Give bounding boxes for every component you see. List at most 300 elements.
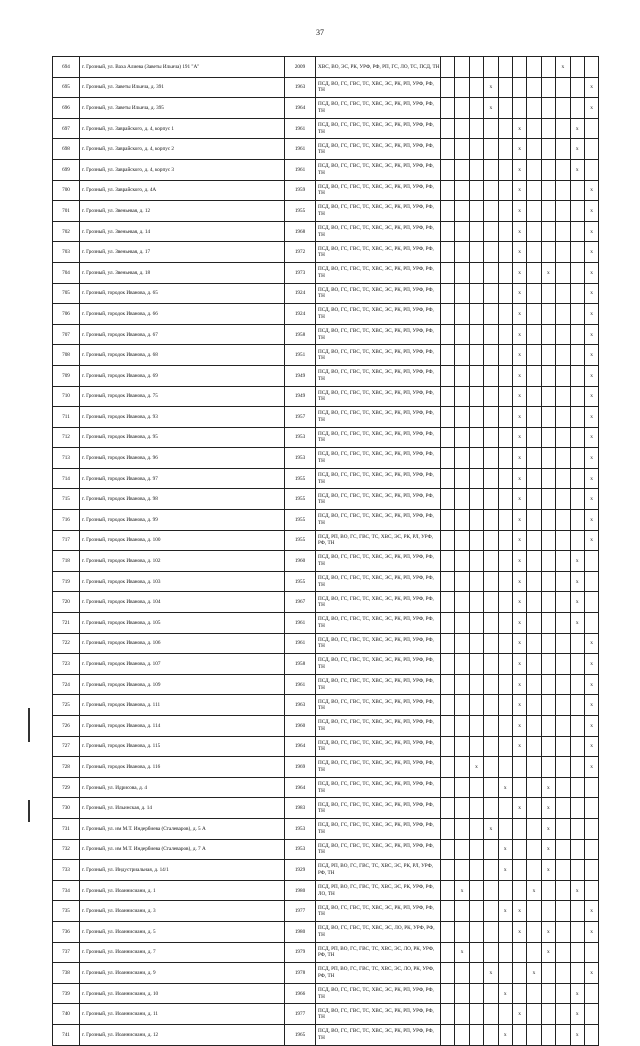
address-cell: г. Грозный, городок Иванова, д. 66 (80, 304, 285, 325)
mark-cell (484, 777, 498, 798)
table-row (53, 98, 599, 119)
mark-cell-checked: x (512, 736, 526, 757)
mark-cell (469, 365, 483, 386)
works-list-cell: ПСД, ВО, ГС, ГВС, ТС, ХВС, ЭС, РК, РП, УРФ, РФ, ТН (316, 159, 441, 180)
row-number-cell: 715 (53, 489, 80, 510)
mark-cell (527, 654, 541, 675)
mark-cell (527, 283, 541, 304)
mark-cell (512, 757, 526, 778)
mark-cell (484, 921, 498, 942)
row-number-cell: 726 (53, 716, 80, 737)
row-number-cell: 703 (53, 242, 80, 263)
mark-cell (469, 633, 483, 654)
mark-cell (469, 1004, 483, 1025)
mark-cell (527, 98, 541, 119)
mark-cell (556, 942, 570, 963)
mark-cell (556, 860, 570, 881)
mark-cell (570, 839, 584, 860)
works-list-cell: ПСД, ВО, ГС, ГВС, ТС, ХВС, ЭС, РК, РП, УРФ, РФ, ТН (316, 1024, 441, 1045)
mark-cell-checked: x (541, 777, 555, 798)
mark-cell-checked: x (512, 262, 526, 283)
mark-cell (455, 139, 469, 160)
row-number-cell: 732 (53, 839, 80, 860)
mark-cell-checked: x (512, 201, 526, 222)
mark-cell (570, 818, 584, 839)
mark-cell (527, 674, 541, 695)
table-row (53, 386, 599, 407)
mark-cell (441, 283, 455, 304)
table-row (53, 880, 599, 901)
mark-cell (484, 736, 498, 757)
mark-cell (541, 633, 555, 654)
address-cell: г. Грозный, городок Иванова, д. 100 (80, 530, 285, 551)
mark-cell (455, 963, 469, 984)
row-number-cell: 740 (53, 1004, 80, 1025)
mark-cell (498, 695, 512, 716)
mark-cell (541, 365, 555, 386)
address-cell: г. Грозный, ул. Заветы Ильича, д. 391 (80, 77, 285, 98)
mark-cell-checked: x (484, 98, 498, 119)
address-cell: г. Грозный, ул. Заврайского, д. 4, корпус 2 (80, 139, 285, 160)
mark-cell (512, 1024, 526, 1045)
table-row (53, 921, 599, 942)
mark-cell (469, 262, 483, 283)
works-list-cell: ПСД, ВО, ГС, ГВС, ТС, ХВС, ЭС, РК, РП, УРФ, РФ, ТН (316, 633, 441, 654)
mark-cell (556, 468, 570, 489)
mark-cell (498, 963, 512, 984)
year-cell: 1963 (285, 77, 316, 98)
mark-cell (541, 57, 555, 78)
mark-cell (584, 942, 598, 963)
mark-cell (455, 365, 469, 386)
mark-cell (441, 839, 455, 860)
mark-cell (556, 654, 570, 675)
table-row (53, 963, 599, 984)
row-number-cell: 723 (53, 654, 80, 675)
mark-cell (498, 818, 512, 839)
mark-cell (441, 345, 455, 366)
works-list-cell: ПСД, ВО, ГС, ГВС, ТС, ХВС, ЭС, РК, РП, УРФ, РФ, ТН (316, 901, 441, 922)
mark-cell-checked: x (484, 818, 498, 839)
year-cell: 1983 (285, 798, 316, 819)
mark-cell (469, 386, 483, 407)
year-cell: 1960 (285, 716, 316, 737)
mark-cell (541, 880, 555, 901)
mark-cell (556, 407, 570, 428)
mark-cell (541, 407, 555, 428)
mark-cell (455, 180, 469, 201)
mark-cell-checked: x (570, 551, 584, 572)
mark-cell (541, 757, 555, 778)
table-row (53, 489, 599, 510)
table-row (53, 221, 599, 242)
mark-cell (455, 654, 469, 675)
mark-cell (570, 324, 584, 345)
mark-cell (556, 139, 570, 160)
mark-cell-checked: x (512, 551, 526, 572)
mark-cell (584, 880, 598, 901)
table-row (53, 77, 599, 98)
mark-cell (498, 57, 512, 78)
mark-cell (541, 1004, 555, 1025)
mark-cell-checked: x (512, 159, 526, 180)
mark-cell (484, 242, 498, 263)
mark-cell (541, 510, 555, 531)
mark-cell (556, 839, 570, 860)
mark-cell-checked: x (498, 983, 512, 1004)
mark-cell (469, 963, 483, 984)
mark-cell (484, 901, 498, 922)
mark-cell (469, 983, 483, 1004)
mark-cell (469, 1024, 483, 1045)
works-list-cell: ПСД, ВО, ГС, ГВС, ТС, ХВС, ЭС, РК, РП, УРФ, РФ, ТН (316, 407, 441, 428)
address-cell: г. Грозный, ул. Иоаннисиани, д. 7 (80, 942, 285, 963)
mark-cell (441, 901, 455, 922)
address-cell: г. Грозный, городок Иванова, д. 95 (80, 427, 285, 448)
mark-cell (441, 262, 455, 283)
mark-cell (584, 777, 598, 798)
mark-cell (556, 633, 570, 654)
mark-cell (527, 695, 541, 716)
address-cell: г. Грозный, городок Иванова, д. 106 (80, 633, 285, 654)
mark-cell (455, 345, 469, 366)
row-number-cell: 705 (53, 283, 80, 304)
mark-cell-checked: x (584, 304, 598, 325)
mark-cell (469, 448, 483, 469)
mark-cell (556, 592, 570, 613)
address-cell: г. Грозный, городок Иванова, д. 109 (80, 674, 285, 695)
mark-cell (469, 510, 483, 531)
mark-cell (484, 345, 498, 366)
mark-cell (469, 530, 483, 551)
mark-cell-checked: x (570, 118, 584, 139)
mark-cell (527, 159, 541, 180)
mark-cell (469, 77, 483, 98)
mark-cell (527, 77, 541, 98)
mark-cell (469, 468, 483, 489)
mark-cell (570, 921, 584, 942)
mark-cell (570, 345, 584, 366)
mark-cell (498, 324, 512, 345)
mark-cell-checked: x (512, 654, 526, 675)
mark-cell-checked: x (512, 221, 526, 242)
row-number-cell: 722 (53, 633, 80, 654)
mark-cell-checked: x (512, 716, 526, 737)
row-number-cell: 706 (53, 304, 80, 325)
mark-cell (541, 77, 555, 98)
row-number-cell: 725 (53, 695, 80, 716)
mark-cell (570, 242, 584, 263)
mark-cell (469, 901, 483, 922)
mark-cell (498, 757, 512, 778)
mark-cell-checked: x (469, 757, 483, 778)
year-cell: 1957 (285, 407, 316, 428)
mark-cell (570, 736, 584, 757)
row-number-cell: 697 (53, 118, 80, 139)
year-cell: 1951 (285, 345, 316, 366)
mark-cell (570, 98, 584, 119)
mark-cell (484, 139, 498, 160)
mark-cell (455, 118, 469, 139)
mark-cell-checked: x (484, 77, 498, 98)
row-number-cell: 709 (53, 365, 80, 386)
mark-cell (556, 798, 570, 819)
mark-cell-checked: x (527, 880, 541, 901)
mark-cell (527, 201, 541, 222)
works-list-cell: ПСД, ВО, ГС, ГВС, ТС, ХВС, ЭС, РК, РП, УРФ, РФ, ТН (316, 757, 441, 778)
mark-cell (441, 365, 455, 386)
mark-cell-checked: x (498, 860, 512, 881)
mark-cell (556, 1024, 570, 1045)
mark-cell (541, 324, 555, 345)
table-row (53, 139, 599, 160)
year-cell: 1969 (285, 757, 316, 778)
address-cell: г. Грозный, ул. Иоаннисиани, д. 9 (80, 963, 285, 984)
mark-cell (441, 880, 455, 901)
mark-cell (441, 695, 455, 716)
mark-cell (541, 571, 555, 592)
mark-cell-checked: x (584, 365, 598, 386)
mark-cell (455, 304, 469, 325)
mark-cell (484, 57, 498, 78)
mark-cell (527, 427, 541, 448)
mark-cell-checked: x (584, 716, 598, 737)
year-cell: 1979 (285, 942, 316, 963)
row-number-cell: 738 (53, 963, 80, 984)
mark-cell (498, 201, 512, 222)
mark-cell (527, 942, 541, 963)
mark-cell (455, 983, 469, 1004)
mark-cell (441, 324, 455, 345)
margin-line-lower (28, 800, 30, 822)
address-cell: г. Грозный, ул. им М.Т. Индербиева (Сталеваров), д. 5 А (80, 818, 285, 839)
address-cell: г. Грозный, ул. Звеньевая, д. 14 (80, 221, 285, 242)
mark-cell-checked: x (584, 221, 598, 242)
address-cell: г. Грозный, городок Иванова, д. 67 (80, 324, 285, 345)
mark-cell-checked: x (541, 839, 555, 860)
mark-cell (441, 118, 455, 139)
mark-cell (498, 386, 512, 407)
mark-cell (441, 448, 455, 469)
table-row (53, 1004, 599, 1025)
works-list-cell: ПСД, РП, ВО, ГС, ГВС, ТС, ХВС, ЭС, РК, УРФ, РФ, ЛО, ТН (316, 880, 441, 901)
works-list-cell: ПСД, ВО, ГС, ГВС, ТС, ХВС, ЭС, РК, РП, УРФ, РФ, ТН (316, 448, 441, 469)
mark-cell-checked: x (584, 530, 598, 551)
mark-cell (570, 757, 584, 778)
mark-cell (469, 839, 483, 860)
mark-cell (570, 386, 584, 407)
mark-cell (556, 674, 570, 695)
mark-cell (469, 654, 483, 675)
mark-cell (556, 324, 570, 345)
works-list-cell: ПСД, ВО, ГС, ГВС, ТС, ХВС, ЭС, РК, РП, УРФ, РФ, ТН (316, 304, 441, 325)
works-list-cell: ПСД, ВО, ГС, ГВС, ТС, ХВС, ЭС, РК, РП, УРФ, РФ, ТН (316, 365, 441, 386)
works-list-cell: ПСД, ВО, ГС, ГВС, ТС, ХВС, ЭС, РК, РП, УРФ, РФ, ТН (316, 221, 441, 242)
works-list-cell: ПСД, ВО, ГС, ГВС, ТС, ХВС, ЭС, РК, РП, УРФ, РФ, ТН (316, 613, 441, 634)
mark-cell (541, 242, 555, 263)
mark-cell (455, 468, 469, 489)
works-list-cell: ПСД, ВО, ГС, ГВС, ТС, ХВС, ЭС, РК, РП, УРФ, РФ, ТН (316, 324, 441, 345)
mark-cell (498, 613, 512, 634)
year-cell: 1980 (285, 880, 316, 901)
table-row (53, 818, 599, 839)
address-cell: г. Грозный, ул. им М.Т. Индербиева (Сталеваров), д. 7 А (80, 839, 285, 860)
mark-cell (570, 468, 584, 489)
table-row (53, 983, 599, 1004)
row-number-cell: 694 (53, 57, 80, 78)
address-cell: г. Грозный, городок Иванова, д. 98 (80, 489, 285, 510)
mark-cell (541, 1024, 555, 1045)
year-cell: 1965 (285, 1024, 316, 1045)
mark-cell (541, 159, 555, 180)
mark-cell (441, 613, 455, 634)
mark-cell-checked: x (584, 427, 598, 448)
mark-cell (541, 736, 555, 757)
address-cell: г. Грозный, ул. Иоаннисиани, д. 5 (80, 921, 285, 942)
works-list-cell: ПСД, ВО, ГС, ГВС, ТС, ХВС, ЭС, РК, РП, УРФ, РФ, ТН (316, 283, 441, 304)
mark-cell (570, 798, 584, 819)
mark-cell (556, 118, 570, 139)
mark-cell (556, 510, 570, 531)
mark-cell (441, 98, 455, 119)
mark-cell (498, 592, 512, 613)
year-cell: 1953 (285, 839, 316, 860)
mark-cell-checked: x (512, 489, 526, 510)
mark-cell-checked: x (512, 118, 526, 139)
year-cell: 1924 (285, 304, 316, 325)
mark-cell (556, 201, 570, 222)
mark-cell (441, 860, 455, 881)
mark-cell (512, 880, 526, 901)
mark-cell (527, 57, 541, 78)
mark-cell (556, 1004, 570, 1025)
table-row (53, 283, 599, 304)
mark-cell (441, 777, 455, 798)
year-cell: 1955 (285, 571, 316, 592)
row-number-cell: 728 (53, 757, 80, 778)
mark-cell (527, 1004, 541, 1025)
address-cell: г. Грозный, ул. Ваха Алиева (Заветы Ильича) 191 "А" (80, 57, 285, 78)
address-cell: г. Грозный, ул. Заврайского, д. 4, корпус 1 (80, 118, 285, 139)
mark-cell (584, 551, 598, 572)
mark-cell (527, 983, 541, 1004)
works-list-cell: ПСД, ВО, ГС, ГВС, ТС, ХВС, ЭС, РК, РП, УРФ, РФ, ТН (316, 736, 441, 757)
mark-cell-checked: x (541, 921, 555, 942)
mark-cell (441, 201, 455, 222)
table-row (53, 530, 599, 551)
mark-cell (484, 510, 498, 531)
mark-cell (584, 1004, 598, 1025)
mark-cell (527, 551, 541, 572)
mark-cell-checked: x (498, 777, 512, 798)
mark-cell-checked: x (584, 345, 598, 366)
mark-cell-checked: x (512, 324, 526, 345)
works-list-cell: ПСД, ВО, ГС, ГВС, ТС, ХВС, ЭС, РК, РП, УРФ, РФ, ТН (316, 468, 441, 489)
mark-cell (469, 304, 483, 325)
mark-cell (556, 180, 570, 201)
mark-cell (455, 613, 469, 634)
mark-cell-checked: x (584, 407, 598, 428)
mark-cell-checked: x (541, 860, 555, 881)
row-number-cell: 713 (53, 448, 80, 469)
table-row (53, 262, 599, 283)
mark-cell (469, 818, 483, 839)
year-cell: 1963 (285, 695, 316, 716)
mark-cell (498, 242, 512, 263)
mark-cell (441, 963, 455, 984)
mark-cell (441, 1024, 455, 1045)
table-row (53, 324, 599, 345)
mark-cell (527, 592, 541, 613)
mark-cell (455, 448, 469, 469)
mark-cell (570, 365, 584, 386)
year-cell: 1961 (285, 674, 316, 695)
address-cell: г. Грозный, городок Иванова, д. 102 (80, 551, 285, 572)
mark-cell (498, 654, 512, 675)
row-number-cell: 695 (53, 77, 80, 98)
mark-cell (584, 818, 598, 839)
year-cell: 1972 (285, 242, 316, 263)
mark-cell-checked: x (584, 654, 598, 675)
mark-cell (469, 695, 483, 716)
mark-cell (484, 839, 498, 860)
mark-cell (455, 921, 469, 942)
mark-cell (527, 818, 541, 839)
year-cell: 1967 (285, 592, 316, 613)
mark-cell (498, 118, 512, 139)
mark-cell (556, 221, 570, 242)
mark-cell (441, 942, 455, 963)
row-number-cell: 708 (53, 345, 80, 366)
mark-cell-checked: x (584, 77, 598, 98)
mark-cell-checked: x (512, 365, 526, 386)
year-cell: 1961 (285, 633, 316, 654)
mark-cell (484, 283, 498, 304)
mark-cell (541, 118, 555, 139)
mark-cell (570, 201, 584, 222)
mark-cell (441, 716, 455, 737)
table-row (53, 365, 599, 386)
mark-cell (541, 283, 555, 304)
mark-cell (570, 407, 584, 428)
mark-cell (484, 674, 498, 695)
mark-cell (469, 880, 483, 901)
mark-cell (484, 489, 498, 510)
address-cell: г. Грозный, городок Иванова, д. 111 (80, 695, 285, 716)
works-list-cell: ПСД, ВО, ГС, ГВС, ТС, ХВС, ЭС, РК, РП, УРФ, РФ, ТН (316, 386, 441, 407)
mark-cell (512, 77, 526, 98)
mark-cell (441, 592, 455, 613)
mark-cell-checked: x (512, 901, 526, 922)
mark-cell (455, 407, 469, 428)
table-row (53, 304, 599, 325)
mark-cell (570, 633, 584, 654)
works-list-cell: ПСД, ВО, ГС, ГВС, ТС, ХВС, ЭС, РК, РП, УРФ, РФ, ТН (316, 695, 441, 716)
mark-cell (469, 139, 483, 160)
mark-cell (556, 448, 570, 469)
year-cell: 1959 (285, 180, 316, 201)
mark-cell-checked: x (512, 510, 526, 531)
mark-cell (584, 571, 598, 592)
mark-cell (541, 139, 555, 160)
mark-cell (527, 633, 541, 654)
mark-cell (484, 180, 498, 201)
mark-cell (584, 592, 598, 613)
mark-cell (498, 407, 512, 428)
mark-cell (556, 880, 570, 901)
mark-cell (441, 139, 455, 160)
mark-cell-checked: x (512, 386, 526, 407)
